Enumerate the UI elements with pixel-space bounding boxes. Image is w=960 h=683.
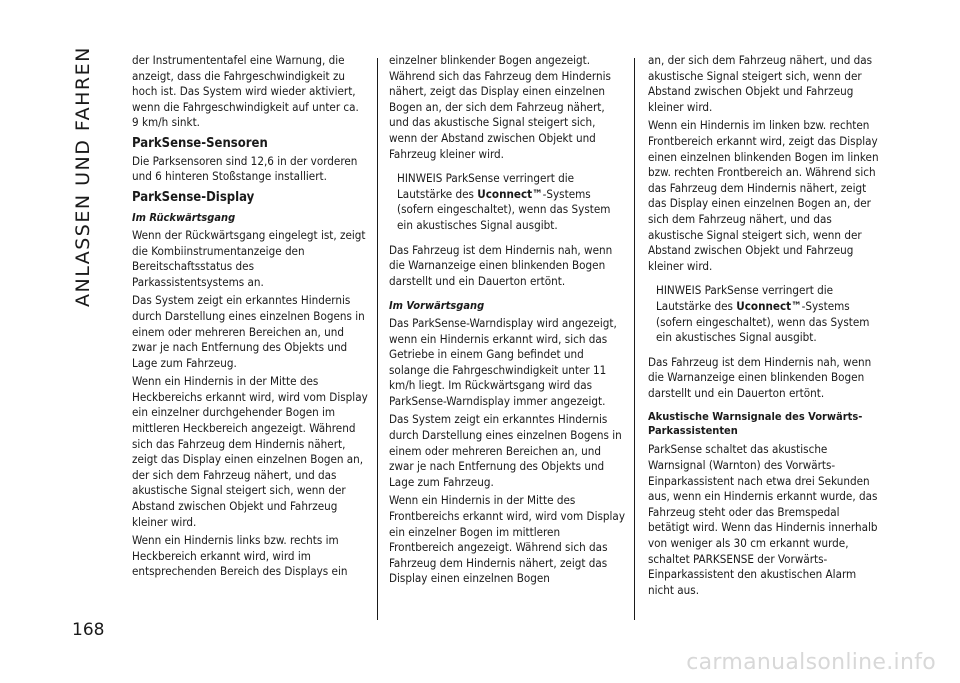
paragraph: der Instrumententafel eine Warnung, die anzeigt, dass die Fahrgeschwindigkeit zu hoch ist. Das System wird wieder aktiviert, wenn die Fahrgeschwindigkeit auf unter ca. 9 km/h sinkt.	[132, 53, 359, 130]
watermark: carmanualsonline.info	[686, 650, 936, 675]
uconnect-brand: Uconnect™	[736, 298, 802, 313]
heading-akustische-warnsignale: Akustische Warnsignale des Vorwärts-Parkassistenten	[648, 410, 863, 438]
subheading-rueckwaertsgang: Im Rückwärtsgang	[132, 211, 236, 225]
text-column-1	[132, 53, 368, 583]
uconnect-brand: Uconnect™	[477, 186, 543, 201]
paragraph: Das System zeigt ein erkanntes Hindernis durch Darstellung eines einzelnen Bogens in einem oder mehreren Bereichen an, und zwar je nach Entfernung des Objekts und Lage zum Fahrzeug.	[132, 293, 365, 370]
text-column-2	[389, 53, 625, 590]
paragraph: ParkSense schaltet das akustische Warnsignal (Warnton) des Vorwärts-Einparkassistent nach etwa drei Sekunden aus, wenn ein Hindernis erkannt wurde, das Fahrzeug steht oder das Bremspedal betätigt wird. Wenn das Hindernis innerhalb von weniger als 30 cm erkannt wurde, schaltet PARKSENSE der Vorwärts-Einparkassistent den akustischen Alarm nicht aus.	[648, 442, 878, 597]
paragraph: Wenn ein Hindernis links bzw. rechts im Heckbereich erkannt wird, wird im entsprechenden Bereich des Displays ein	[132, 533, 348, 579]
note-paragraph	[389, 171, 625, 233]
paragraph: einzelner blinkender Bogen angezeigt. Während sich das Fahrzeug dem Hindernis nähert, zeigt das Display einen einzelnen Bogen an, der sich dem Fahrzeug nähert, und das akustische Signal steigert sich, wenn der Abstand zwischen Objekt und Fahrzeug kleiner wird.	[389, 53, 611, 161]
note-text: HINWEIS ParkSense verringert die Lautstärke des	[656, 283, 834, 313]
column-divider	[634, 58, 635, 620]
text-column-3	[648, 53, 880, 601]
note-paragraph	[648, 283, 880, 345]
note-text: -Systems (sofern eingeschaltet), wenn das System ein akustisches Signal ausgibt.	[656, 298, 870, 345]
note-text: -Systems (sofern eingeschaltet), wenn das System ein akustisches Signal ausgibt.	[397, 186, 611, 232]
paragraph: Wenn ein Hindernis in der Mitte des Heckbereichs erkannt wird, wird vom Display ein einzelner durchgehender Bogen im mittleren Heckbereich angezeigt. Während sich das Fahrzeug dem Hindernis nähert, zeigt das Display einen einzelnen Bogen an, der sich dem Fahrzeug nähert, und das akustische Signal steigert sich, wenn der Abstand zwischen Objekt und Fahrzeug kleiner wird.	[132, 374, 368, 529]
paragraph: Das ParkSense-Warndisplay wird angezeigt, wenn ein Hindernis erkannt wird, sich das Getriebe in einem Gang befindet und solange die Fahrgeschwindigkeit unter 11 km/h liegt. Im Rückwärtsgang wird das ParkSense-Warndisplay immer angezeigt.	[389, 315, 617, 408]
paragraph: Die Parksensoren sind 12,6 in der vorderen und 6 hinteren Stoßstange installiert.	[132, 153, 358, 184]
paragraph: an, der sich dem Fahrzeug nähert, und das akustische Signal steigert sich, wenn der Abstand zwischen Objekt und Fahrzeug kleiner wird.	[648, 53, 873, 114]
paragraph: Wenn ein Hindernis in der Mitte des Frontbereichs erkannt wird, wird vom Display ein einzelner Bogen im mittleren Frontbereich angezeigt. Während sich das Fahrzeug dem Hindernis nähert, zeigt das Display einen einzelnen Bogen	[389, 493, 625, 586]
note-text: HINWEIS ParkSense verringert die Lautstärke des	[397, 171, 575, 201]
column-divider	[377, 58, 378, 620]
subheading-vorwaertsgang: Im Vorwärtsgang	[389, 299, 485, 313]
section-title: ANLASSEN UND FAHREN	[72, 46, 94, 307]
paragraph: Das System zeigt ein erkanntes Hindernis durch Darstellung eines einzelnen Bogens in einem oder mehreren Bereichen an, und zwar je nach Entfernung des Objekts und Lage zum Fahrzeug.	[389, 412, 622, 489]
heading-parksense-display: ParkSense-Display	[132, 189, 255, 205]
note-paragraph: Das Fahrzeug ist dem Hindernis nah, wenn die Warnanzeige einen blinkenden Bogen darstellt und ein Dauerton ertönt.	[648, 354, 872, 400]
page-number: 168	[72, 620, 105, 640]
paragraph: Wenn ein Hindernis im linken bzw. rechten Frontbereich erkannt wird, zeigt das Display einen einzelnen blinkenden Bogen im linken bzw. rechten Frontbereich an. Während sich das Fahrzeug dem Hindernis nähert, zeigt das Display einen einzelnen Bogen an, der sich dem Fahrzeug nähert, und das akustische Signal steigert sich, wenn der Abstand zwischen Objekt und Fahrzeug kleiner wird.	[648, 118, 879, 273]
heading-parksense-sensoren: ParkSense-Sensoren	[132, 135, 268, 151]
paragraph: Wenn der Rückwärtsgang eingelegt ist, zeigt die Kombiinstrumentanzeige den Bereitschaftsstatus des Parkassistentsystems an.	[132, 227, 366, 289]
note-paragraph: Das Fahrzeug ist dem Hindernis nah, wenn die Warnanzeige einen blinkenden Bogen darstellt und ein Dauerton ertönt.	[389, 242, 613, 288]
